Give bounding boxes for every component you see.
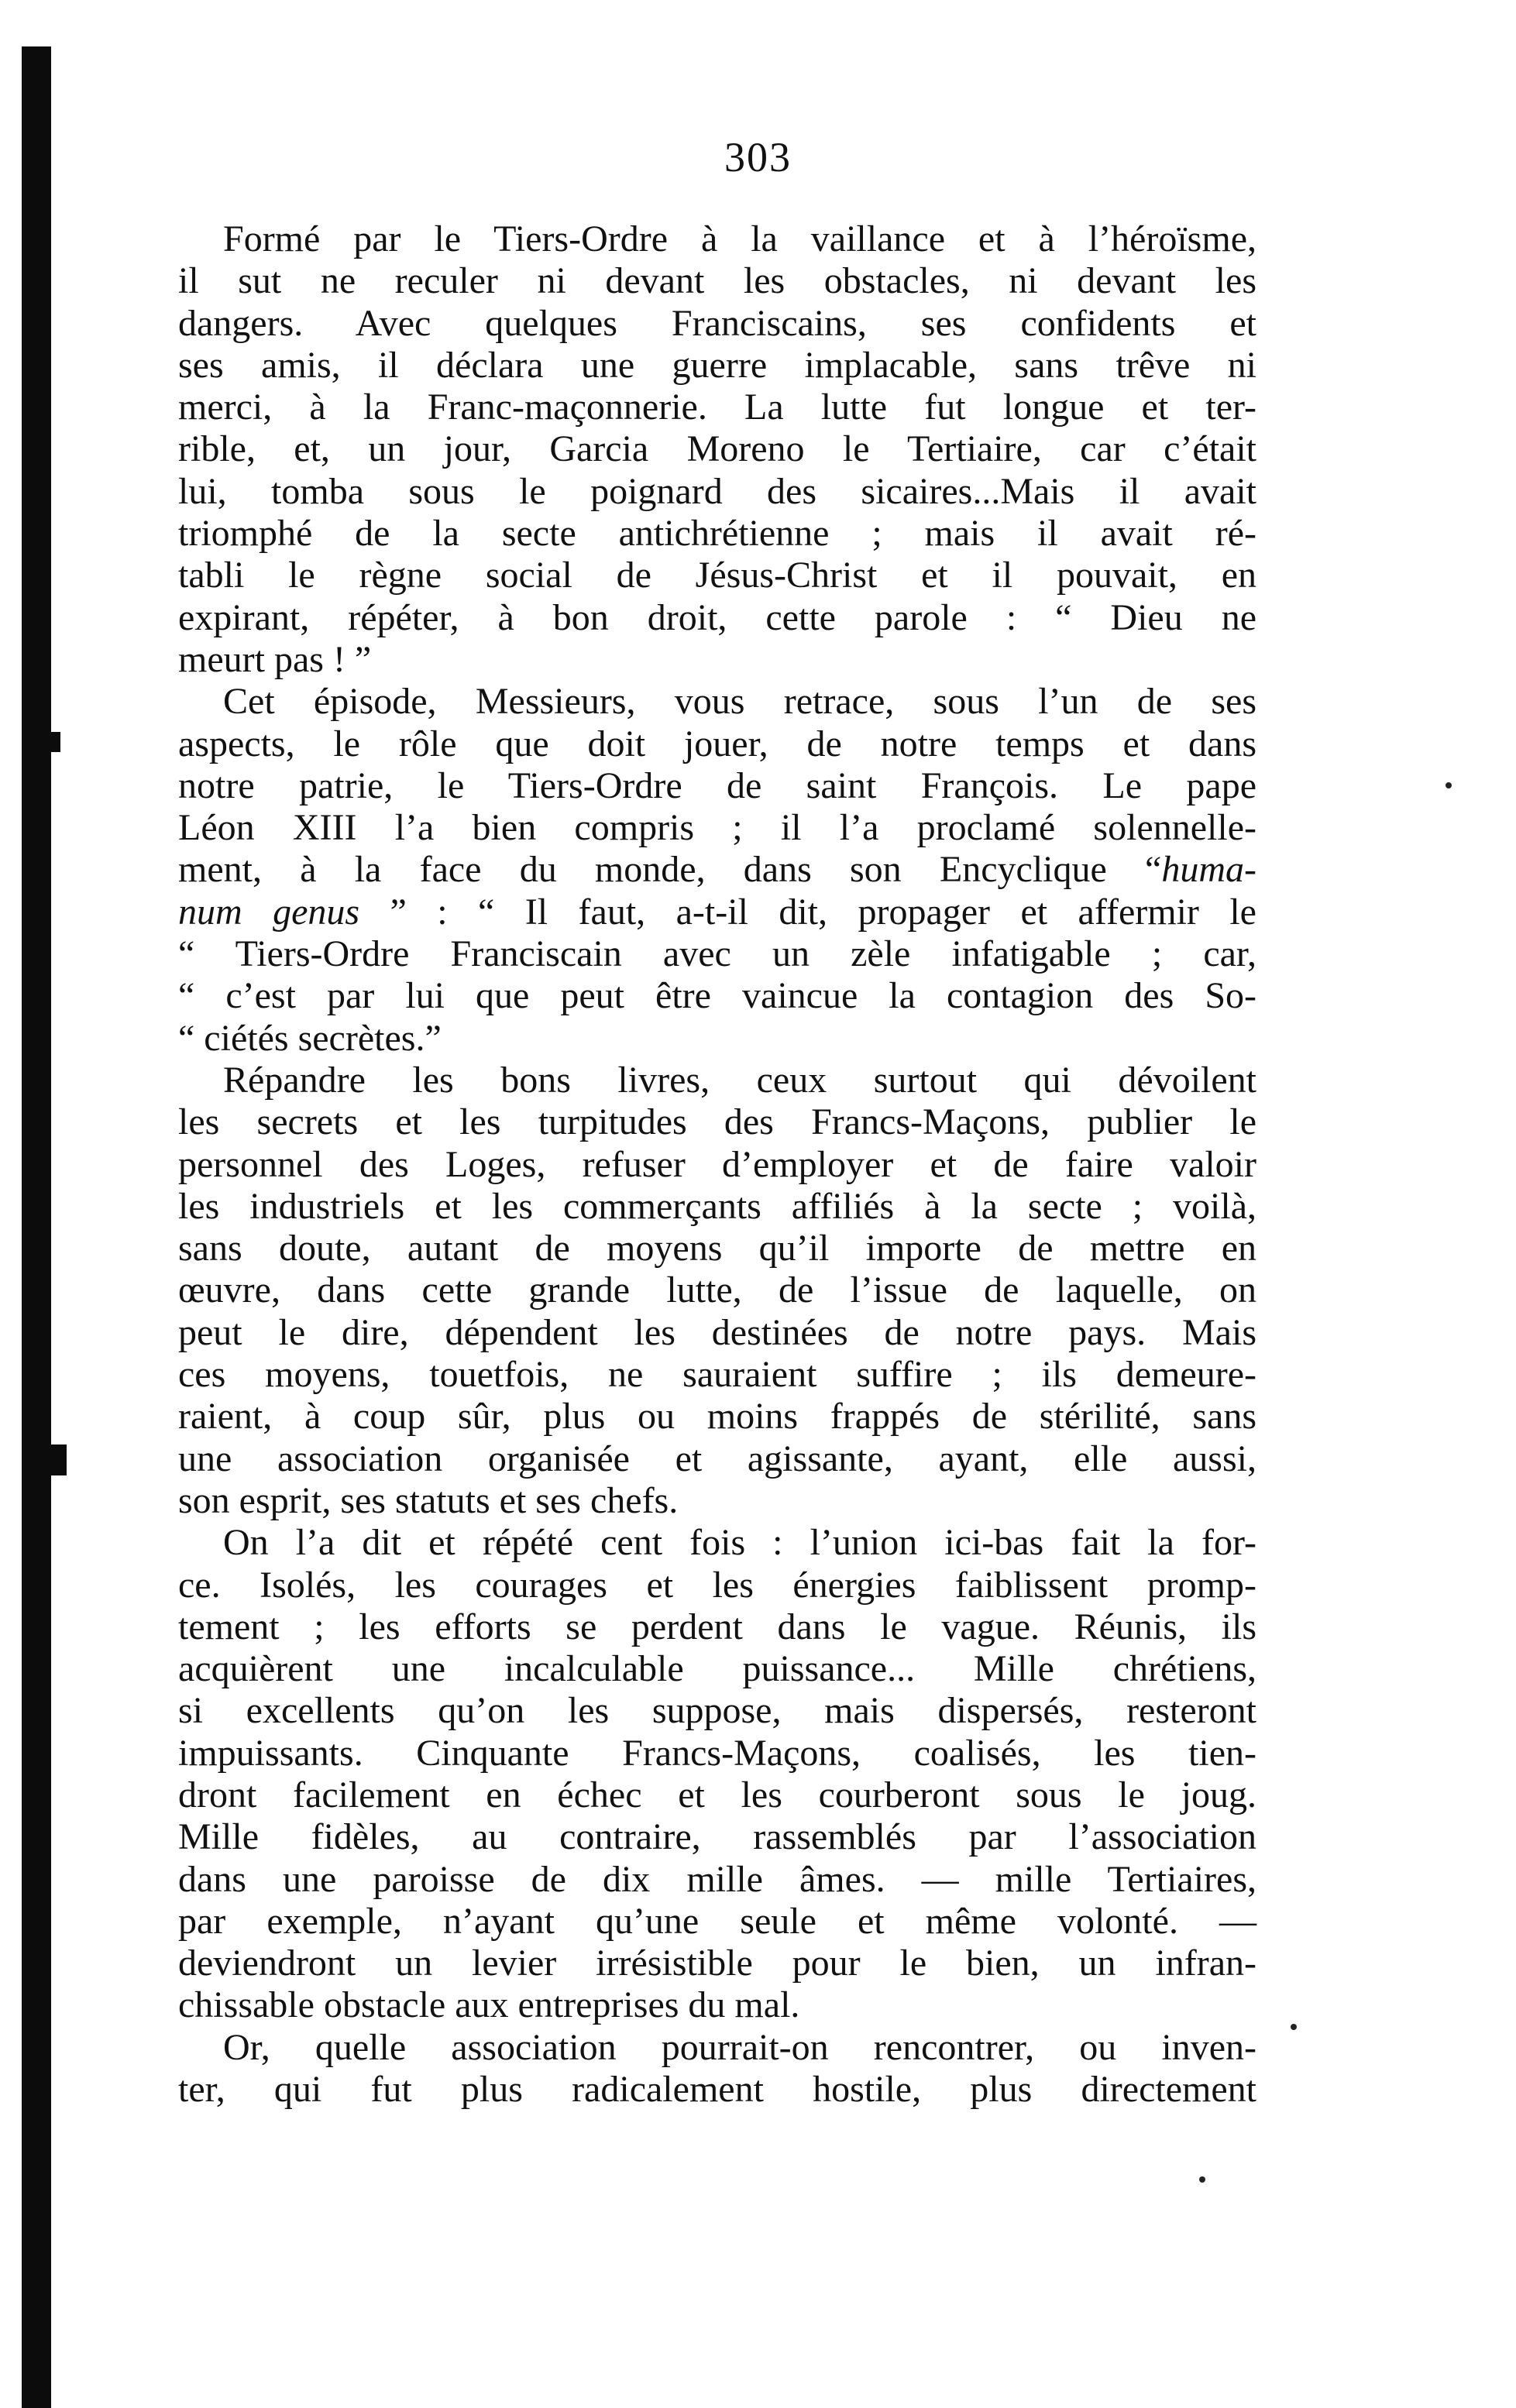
text-line <box>178 218 1256 260</box>
text-line <box>178 597 1256 639</box>
line-text: une association organisée et agissante, ayant, elle aussi, <box>178 1438 1256 1479</box>
line-text: “ c’est par lui que peut être vaincue la contagion des So- <box>178 975 1256 1017</box>
line-text: ses amis, il déclara une guerre implacable, sans trêve ni <box>178 344 1256 386</box>
text-line <box>178 1101 1256 1143</box>
line-text: tement ; les efforts se perdent dans le vague. Réunis, ils <box>178 1606 1256 1647</box>
line-text: impuissants. Cinquante Francs-Maçons, coalisés, les tien- <box>178 1732 1256 1774</box>
text-line <box>178 849 1256 891</box>
text-line <box>178 1774 1256 1816</box>
line-text: personnel des Loges, refuser d’employer et de faire valoir <box>178 1143 1256 1185</box>
line-text: par exemple, n’ayant qu’une seule et même volonté. — <box>178 1900 1256 1942</box>
text-line <box>178 1354 1256 1396</box>
text-line <box>178 1060 1256 1101</box>
text-line <box>178 1438 1256 1480</box>
text-line <box>178 1943 1256 1984</box>
text-line <box>178 1018 1256 1060</box>
text-line <box>178 345 1256 386</box>
text-line <box>178 513 1256 555</box>
line-text: ces moyens, touetfois, ne sauraient suffire ; ils demeure- <box>178 1354 1256 1396</box>
text-line <box>178 639 1256 681</box>
line-text: rible, et, un jour, Garcia Moreno le Tertiaire, car c’était <box>178 428 1256 470</box>
scan-speck <box>1446 782 1452 788</box>
text-line <box>178 1480 1256 1522</box>
line-text: Cet épisode, Messieurs, vous retrace, sous l’un de ses <box>223 681 1256 723</box>
text-line <box>178 2069 1256 2111</box>
line-text: On l’a dit et répété cent fois : l’union ici-bas fait la for- <box>223 1522 1256 1564</box>
text-line <box>178 1269 1256 1311</box>
text-line <box>178 1648 1256 1690</box>
text-line <box>178 260 1256 302</box>
italic-text: num genus <box>178 891 360 933</box>
line-text: tabli le règne social de Jésus-Christ et il pouvait, en <box>178 555 1256 596</box>
line-text: chissable obstacle aux entreprises du mal. <box>178 1984 800 2026</box>
line-text: Formé par le Tiers-Ordre à la vaillance et à l’héroïsme, <box>223 218 1256 259</box>
line-text: son esprit, ses statuts et ses chefs. <box>178 1479 679 1521</box>
line-text: les secrets et les turpitudes des Francs-Maçons, publier le <box>178 1101 1256 1143</box>
line-text: triomphé de la secte antichrétienne ; mais il avait ré- <box>178 513 1256 555</box>
text-line <box>178 1312 1256 1354</box>
italic-text: huma- <box>1161 849 1256 891</box>
line-text: deviendront un levier irrésistible pour le bien, un infran- <box>178 1943 1256 1984</box>
line-text: ” : “ Il faut, a-t-il dit, propager et affermir le <box>359 891 1256 933</box>
text-line <box>178 428 1256 470</box>
line-text: notre patrie, le Tiers-Ordre de saint François. Le pape <box>178 764 1256 806</box>
page-number: 303 <box>724 134 792 180</box>
text-line <box>178 471 1256 513</box>
text-line <box>178 1690 1256 1732</box>
text-line <box>178 1816 1256 1858</box>
line-text: Mille fidèles, au contraire, rassemblés par l’association <box>178 1816 1256 1858</box>
line-text: ter, qui fut plus radicalement hostile, plus directement <box>178 2069 1256 2111</box>
text-line <box>178 386 1256 428</box>
text-line <box>178 723 1256 765</box>
text-line <box>178 807 1256 849</box>
scan-speck <box>1199 2176 1205 2183</box>
line-text: peut le dire, dépendent les destinées de notre pays. Mais <box>178 1311 1256 1353</box>
scan-edge-mark <box>46 732 60 752</box>
line-text: ment, à la face du monde, dans son Encyclique “ <box>178 849 1162 891</box>
line-text: les industriels et les commerçants affiliés à la secte ; voilà, <box>178 1185 1256 1227</box>
line-text: œuvre, dans cette grande lutte, de l’issue de laquelle, on <box>178 1269 1256 1311</box>
line-text: Léon XIII l’a bien compris ; il l’a proclamé solennelle- <box>178 807 1256 849</box>
line-text: raient, à coup sûr, plus ou moins frappés de stérilité, sans <box>178 1396 1256 1438</box>
text-line <box>178 933 1256 975</box>
text-line <box>178 765 1256 807</box>
line-text: sans doute, autant de moyens qu’il importe de mettre en <box>178 1228 1256 1269</box>
line-text: Or, quelle association pourrait-on rencontrer, ou inven- <box>223 2026 1256 2068</box>
text-line <box>178 303 1256 345</box>
text-line <box>178 1396 1256 1438</box>
line-text: “ ciétés secrètes.” <box>178 1017 442 1059</box>
line-text: aspects, le rôle que doit jouer, de notre temps et dans <box>178 723 1256 764</box>
line-text: meurt pas ! ” <box>178 638 372 680</box>
text-line <box>178 555 1256 596</box>
line-text: merci, à la Franc-maçonnerie. La lutte fut longue et ter- <box>178 386 1256 428</box>
text-line <box>178 891 1256 933</box>
line-text: dans une paroisse de dix mille âmes. — mille Tertiaires, <box>178 1858 1256 1900</box>
text-line <box>178 1901 1256 1943</box>
text-line <box>178 1606 1256 1648</box>
text-line <box>178 1144 1256 1186</box>
line-text: lui, tomba sous le poignard des sicaires...Mais il avait <box>178 470 1256 512</box>
scan-edge-mark <box>46 1444 67 1475</box>
text-line <box>178 1565 1256 1606</box>
line-text: dront facilement en échec et les courberont sous le joug. <box>178 1774 1256 1815</box>
text-line <box>178 1186 1256 1228</box>
body-text <box>178 218 1256 2111</box>
line-text: dangers. Avec quelques Franciscains, ses confidents et <box>178 302 1256 344</box>
text-line <box>178 1984 1256 2026</box>
line-text: ce. Isolés, les courages et les énergies faiblissent promp- <box>178 1564 1256 1606</box>
text-line <box>178 2027 1256 2069</box>
line-text: Répandre les bons livres, ceux surtout qui dévoilent <box>223 1059 1256 1101</box>
text-line <box>178 1859 1256 1901</box>
line-text: il sut ne reculer ni devant les obstacles, ni devant les <box>178 260 1256 302</box>
line-text: si excellents qu’on les suppose, mais dispersés, resteront <box>178 1690 1256 1732</box>
text-line <box>178 975 1256 1017</box>
scan-speck <box>1291 2024 1297 2030</box>
line-text: acquièrent une incalculable puissance... Mille chrétiens, <box>178 1648 1256 1690</box>
text-line <box>178 1522 1256 1564</box>
line-text: expirant, répéter, à bon droit, cette parole : “ Dieu ne <box>178 596 1256 638</box>
text-line <box>178 1733 1256 1774</box>
text-line <box>178 1228 1256 1269</box>
scan-edge-bar <box>22 46 51 2408</box>
line-text: “ Tiers-Ordre Franciscain avec un zèle infatigable ; car, <box>178 933 1256 975</box>
text-line <box>178 681 1256 723</box>
